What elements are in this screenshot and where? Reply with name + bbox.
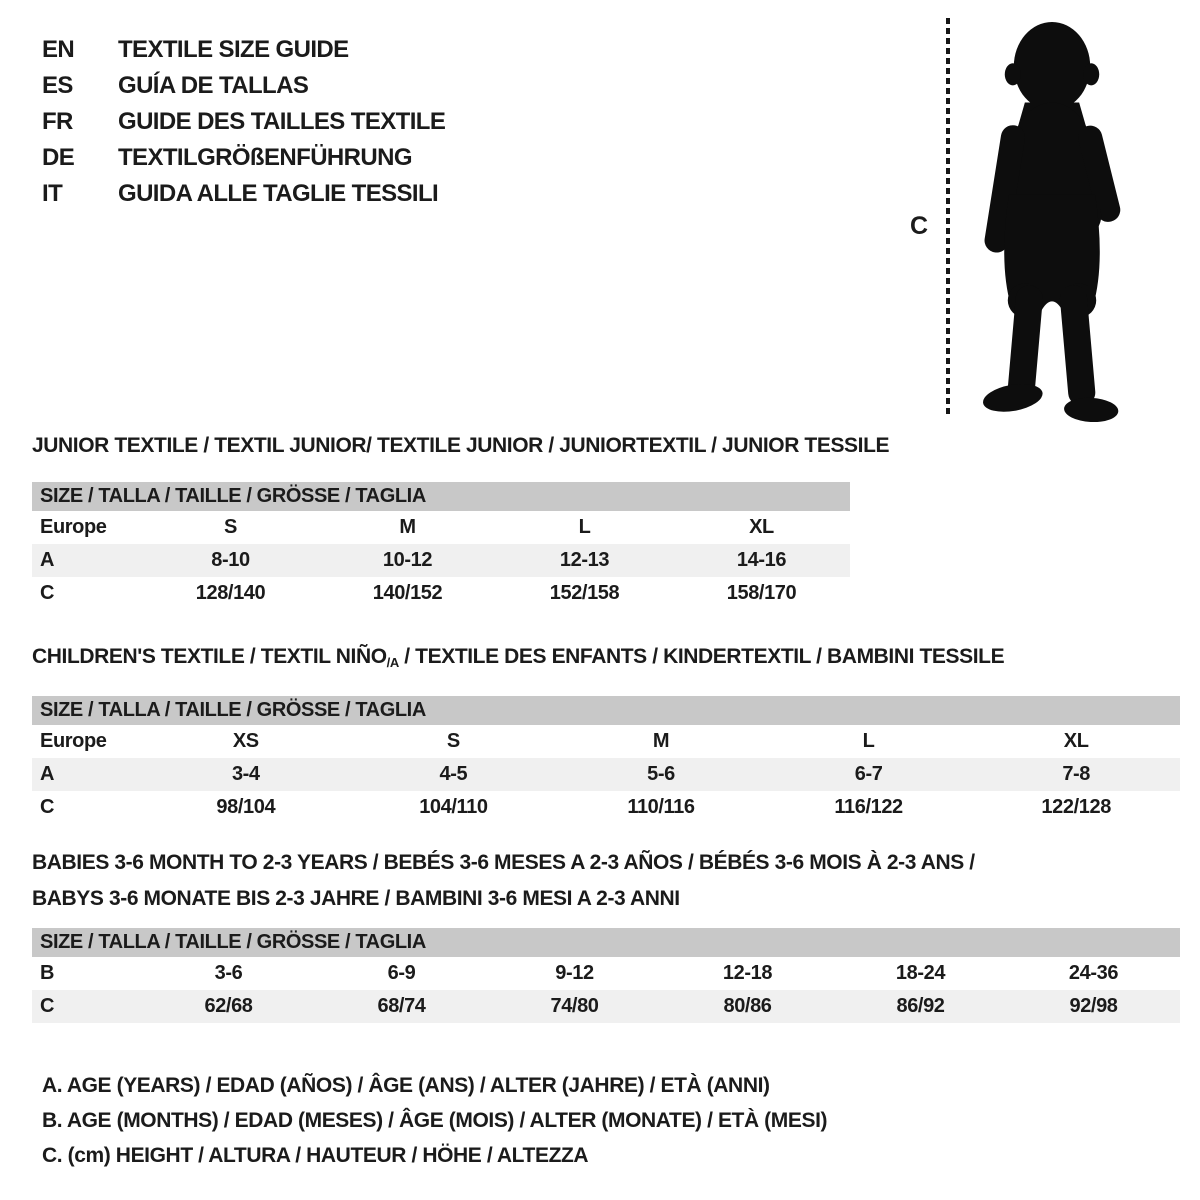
guide-title-it: GUIDA ALLE TAGLIE TESSILI xyxy=(118,180,439,207)
language-row-es xyxy=(42,68,445,104)
size-cell: L xyxy=(578,516,591,538)
height-cell: 122/128 xyxy=(1041,796,1111,818)
size-cell: L xyxy=(862,730,875,752)
age-cell: 10-12 xyxy=(382,549,433,571)
table-row-height xyxy=(32,791,1180,824)
language-title-list xyxy=(42,32,445,212)
height-cell: 152/158 xyxy=(549,582,620,604)
table-row-height xyxy=(32,990,1180,1023)
legend-line-c: C. (cm) HEIGHT / ALTURA / HAUTEUR / HÖHE / ALTEZZA xyxy=(42,1143,589,1167)
height-cell: 110/116 xyxy=(627,796,695,818)
row-label: C xyxy=(40,796,55,818)
height-cell: 62/68 xyxy=(204,995,253,1017)
language-row-en xyxy=(42,32,445,68)
table-row-age xyxy=(32,758,1180,791)
age-cell: 14-16 xyxy=(736,549,787,571)
months-cell: 24-36 xyxy=(1068,962,1119,984)
section-childrens-textile xyxy=(32,645,1180,824)
size-cell: XL xyxy=(749,516,774,538)
size-header-bar: SIZE / TALLA / TAILLE / GRÖSSE / TAGLIA xyxy=(32,928,1180,957)
age-cell: 6-7 xyxy=(854,763,883,785)
months-cell: 18-24 xyxy=(895,962,946,984)
row-label: C xyxy=(40,995,55,1017)
height-cell: 74/80 xyxy=(550,995,599,1017)
babies-size-table xyxy=(32,928,1180,1023)
legend-line-b: B. AGE (MONTHS) / EDAD (MESES) / ÂGE (MOIS) / ALTER (MONATE) / ETÀ (MESI) xyxy=(42,1108,828,1132)
language-code: IT xyxy=(42,180,63,207)
junior-size-table xyxy=(32,482,850,610)
section-babies-textile xyxy=(32,845,1180,1023)
language-code: FR xyxy=(42,108,73,135)
children-size-table xyxy=(32,696,1180,824)
size-header-bar: SIZE / TALLA / TAILLE / GRÖSSE / TAGLIA xyxy=(32,696,1180,725)
height-cell: 86/92 xyxy=(896,995,945,1017)
age-cell: 12-13 xyxy=(559,549,610,571)
section-junior-textile xyxy=(32,434,890,610)
row-label: Europe xyxy=(40,516,107,538)
table-row-europe xyxy=(32,725,1180,758)
section-title-junior: JUNIOR TEXTILE / TEXTIL JUNIOR/ TEXTILE JUNIOR / JUNIORTEXTIL / JUNIOR TESSILE xyxy=(32,434,890,457)
height-cell: 128/140 xyxy=(195,582,266,604)
height-cell: 92/98 xyxy=(1069,995,1118,1017)
age-cell: 3-4 xyxy=(231,763,260,785)
language-row-fr xyxy=(42,104,445,140)
size-cell: S xyxy=(446,730,460,752)
table-row-age xyxy=(32,544,850,577)
language-row-it xyxy=(42,176,445,212)
title-part2: / TEXTILE DES ENFANTS / KINDERTEXTIL / BAMBINI TESSILE xyxy=(398,645,1005,668)
height-cell: 80/86 xyxy=(723,995,772,1017)
months-cell: 12-18 xyxy=(722,962,773,984)
age-cell: 4-5 xyxy=(439,763,468,785)
row-label: A xyxy=(40,549,55,571)
height-cell: 140/152 xyxy=(372,582,443,604)
height-cell: 98/104 xyxy=(216,796,276,818)
title-subscript: /A xyxy=(386,655,399,670)
age-cell: 8-10 xyxy=(211,549,250,571)
guide-title-es: GUÍA DE TALLAS xyxy=(118,72,309,99)
age-cell: 5-6 xyxy=(647,763,675,785)
size-cell: XS xyxy=(232,730,259,752)
language-row-de xyxy=(42,140,445,176)
guide-title-de: TEXTILGRÖßENFÜHRUNG xyxy=(118,144,412,171)
height-cell: 116/122 xyxy=(834,796,903,818)
row-label: Europe xyxy=(40,730,107,752)
legend-line-a: A. AGE (YEARS) / EDAD (AÑOS) / ÂGE (ANS) / ALTER (JAHRE) / ETÀ (ANNI) xyxy=(42,1073,770,1097)
months-cell: 6-9 xyxy=(387,962,416,984)
guide-title-en: TEXTILE SIZE GUIDE xyxy=(118,36,349,63)
language-code: EN xyxy=(42,36,75,63)
title-part1: CHILDREN'S TEXTILE / TEXTIL NIÑO xyxy=(32,645,387,668)
height-cell: 104/110 xyxy=(419,796,488,818)
row-label: A xyxy=(40,763,55,785)
section-title-children xyxy=(32,645,1180,675)
height-cell: 158/170 xyxy=(726,582,797,604)
size-header-bar: SIZE / TALLA / TAILLE / GRÖSSE / TAGLIA xyxy=(32,482,850,511)
row-label: C xyxy=(40,582,55,604)
language-code: DE xyxy=(42,144,75,171)
size-cell: XL xyxy=(1063,730,1089,752)
months-cell: 3-6 xyxy=(214,962,243,984)
size-cell: M xyxy=(399,516,416,538)
height-cell: 68/74 xyxy=(377,995,426,1017)
language-code: ES xyxy=(42,72,73,99)
table-row-europe xyxy=(32,511,850,544)
age-cell: 7-8 xyxy=(1062,763,1091,785)
measurement-legend xyxy=(42,1068,827,1173)
size-cell: M xyxy=(652,730,670,752)
months-cell: 9-12 xyxy=(555,962,594,984)
table-row-height xyxy=(32,577,850,610)
guide-title-fr: GUIDE DES TAILLES TEXTILE xyxy=(118,108,446,135)
section-title-babies-line1: BABIES 3-6 MONTH TO 2-3 YEARS / BEBÉS 3-6 MESES A 2-3 AÑOS / BÉBÉS 3-6 MOIS À 2-3 ANS / xyxy=(32,851,975,874)
height-dashed-line xyxy=(946,18,950,416)
size-cell: S xyxy=(224,516,237,538)
toddler-silhouette-icon xyxy=(962,12,1142,424)
section-title-babies-line2: BABYS 3-6 MONATE BIS 2-3 JAHRE / BAMBINI 3-6 MESI A 2-3 ANNI xyxy=(32,887,680,910)
row-label: B xyxy=(40,962,55,984)
height-measure-label: C xyxy=(910,212,929,240)
table-row-months xyxy=(32,957,1180,990)
